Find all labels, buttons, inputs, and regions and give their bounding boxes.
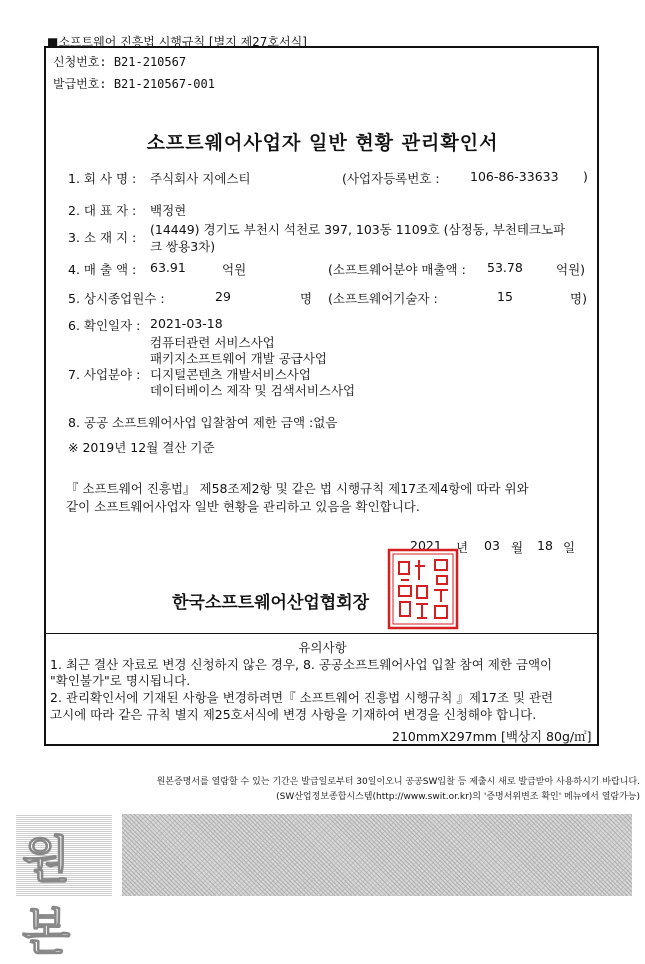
sw-sales-unit: 억원) — [556, 262, 586, 277]
issue-year: 2021 — [410, 538, 442, 553]
day-unit: 일 — [563, 540, 576, 555]
sales-label: 4. 매 출 액 : — [68, 262, 137, 277]
sw-engineers-unit: 명) — [570, 291, 587, 306]
original-watermark — [16, 814, 112, 961]
notice-line: "확인불가"로 명시됩니다. — [50, 673, 191, 688]
notice-line: 1. 최근 결산 자료로 변경 신청하지 않은 경우, 8. 공공소프트웨어사업 입찰 참여 제한 금액이 — [50, 657, 553, 672]
month-unit: 월 — [511, 540, 524, 555]
sw-engineers-label: (소프트웨어기술자 : — [328, 291, 438, 306]
document-title: 소프트웨어사업자 일반 현황 관리확인서 — [146, 132, 499, 154]
employees-value: 29 — [215, 289, 231, 304]
issue-number: 발급번호: B21-210567-001 — [53, 77, 215, 91]
notice-line: 고시에 따라 같은 규칙 별지 제25호서식에 변경 사항을 기재하여 변경을 신청해야 합니다. — [50, 707, 537, 722]
employees-unit: 명 — [300, 291, 313, 306]
form-header: ■소프트웨어 진흥법 시행규칙 [별지 제27호서식] — [47, 35, 307, 49]
sales-value: 63.91 — [150, 260, 186, 275]
issue-day: 18 — [537, 538, 553, 553]
sales-unit: 억원 — [222, 262, 247, 277]
notice-title: 유의사항 — [298, 640, 347, 655]
sw-engineers-value: 15 — [497, 289, 513, 304]
company-name: 주식회사 지에스티 — [150, 171, 251, 186]
business-area-label: 7. 사업분야 : — [68, 367, 141, 382]
year-unit: 년 — [456, 540, 469, 555]
address-label: 3. 소 재 지 : — [68, 230, 137, 245]
address-line1: (14449) 경기도 부천시 석천로 397, 103동 1109호 (삼정동, 부천테크노파 — [150, 222, 566, 237]
notice-divider — [44, 633, 599, 634]
statement-line: 같이 소프트웨어사업자 일반 현황을 관리하고 있음을 확인합니다. — [66, 499, 420, 514]
company-label: 1. 회 사 명 : — [68, 171, 137, 186]
security-pattern — [122, 814, 632, 896]
address-line2: 크 쌍용3차) — [150, 239, 216, 254]
business-reg-number: 106-86-33633 — [470, 169, 559, 184]
footer-note: 원본증명서를 열람할 수 있는 기간은 발급일로부터 30일이오니 공공SW입찰 등 제출시 새로 발급받아 사용하시기 바랍니다. — [156, 777, 640, 787]
paper-size: 210mmX297mm [백상지 80g/㎡] — [392, 729, 592, 744]
watermark-text: 원본 — [22, 831, 69, 961]
official-seal — [387, 548, 459, 630]
confirm-date-value: 2021-03-18 — [150, 316, 223, 331]
notice-line: 2. 관리확인서에 기재된 사항을 변경하려면『 소프트웨어 진흥법 시행규칙 』제17조 및 관련 — [50, 690, 554, 705]
business-area-item: 패키지소프트웨어 개발 공급사업 — [150, 351, 327, 366]
bid-limit: 8. 공공 소프트웨어사업 입찰참여 제한 금액 :없음 — [68, 415, 338, 430]
business-area-item: 컴퓨터관련 서비스사업 — [150, 335, 275, 350]
ceo-name: 백정현 — [150, 203, 187, 218]
sw-sales-label: (소프트웨어분야 매출액 : — [328, 262, 466, 277]
business-area-item: 디지털콘텐츠 개발서비스사업 — [150, 367, 311, 382]
statement-line: 『 소프트웨어 진흥법』 제58조제2항 및 같은 법 시행규칙 제17조제4항에 따라 위와 — [66, 481, 529, 496]
issue-month: 03 — [484, 538, 500, 553]
issuer-name: 한국소프트웨어산업협회장 — [172, 593, 370, 613]
application-number: 신청번호: B21-210567 — [53, 55, 187, 69]
confirm-date-label: 6. 확인일자 : — [68, 318, 141, 333]
footer-note: (SW산업정보종합시스템(http://www.swit.or.kr)의 '증명서위변조 확인' 메뉴에서 열람가능) — [276, 792, 640, 802]
ceo-label: 2. 대 표 자 : — [68, 203, 137, 218]
settlement-basis: ※ 2019년 12월 결산 기준 — [68, 440, 215, 455]
employees-label: 5. 상시종업원수 : — [68, 291, 165, 306]
business-reg-close: ) — [583, 169, 588, 184]
business-reg-label: (사업자등록번호 : — [342, 171, 440, 186]
sw-sales-value: 53.78 — [487, 260, 523, 275]
business-area-item: 데이터베이스 제작 및 검색서비스사업 — [150, 383, 356, 398]
